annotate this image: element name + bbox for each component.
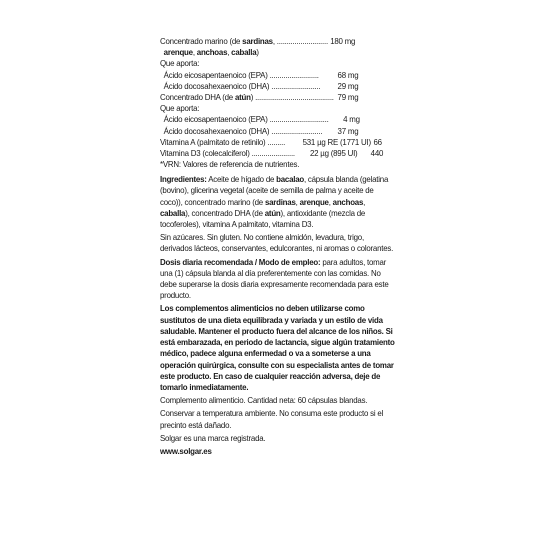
allergen-anchoas: anchoas	[332, 196, 364, 207]
nutrient-name: Concentrado DHA (de	[160, 91, 235, 102]
nutrient-value: 531 µg RE (1771 UI)	[302, 136, 371, 147]
nutrient-row-marine-sources	[160, 47, 381, 58]
allergen-sardinas: sardinas	[264, 196, 296, 207]
net-content-text: Complemento alimenticio. Cantidad neta: 60 cápsulas blandas.	[160, 395, 368, 406]
dosage-paragraph	[160, 257, 396, 302]
ingredients-text: ), concentrado DHA (de	[185, 207, 265, 218]
nutrient-row-vitamin-d3	[160, 147, 384, 159]
allergen-arenque: arenque	[163, 47, 193, 58]
allergen-sardinas: sardinas	[242, 36, 273, 46]
free-from-paragraph	[160, 232, 396, 254]
dosage-heading: Dosis diaria recomendada / Modo de empleo:	[160, 256, 321, 267]
warning-paragraph	[160, 303, 396, 393]
nutrient-value: 22 µg (895 UI)	[309, 147, 358, 158]
nutrient-name: Concentrado marino (de	[160, 36, 243, 46]
nutrient-row-dha	[160, 81, 381, 92]
allergen-bacalao: bacalao	[276, 174, 304, 185]
url-text: www.solgar.es	[160, 445, 212, 456]
separator: )	[256, 47, 259, 58]
ingredients-text: ,	[295, 196, 300, 207]
nutrient-name: Ácido eicosapentaenoico (EPA) ..............................	[163, 114, 329, 125]
allergen-anchoas: anchoas	[196, 47, 228, 58]
ingredients-paragraph	[160, 174, 396, 230]
nutrient-vrn: 66	[373, 136, 382, 147]
warning-text: Los complementos alimenticios no deben utilizarse como sustitutos de una dieta equilibrada y variada y un estilo de vida saludable. Mantener el producto fuera del alcance de los niños. Si está embarazada, en periodo de lactancia, sigue algún tratamiento médico, padece alguna enfermedad o va a someterse a una operación quirúrgica, consulte con su especialista antes de tomar este producto. En caso de cualquier reacción adversa, deje de tomarlo inmediatamente.	[160, 303, 395, 392]
nutrient-row-dha-2	[160, 126, 381, 137]
allergen-caballa: caballa	[231, 47, 257, 58]
nutrient-row-epa-2	[160, 114, 381, 125]
nutrient-name: Vitamina A (palmitato de retinilo) .........	[160, 136, 286, 147]
storage-text: Conservar a temperatura ambiente. No consuma este producto si el precinto está dañado.	[160, 408, 384, 430]
ingredients-text: ,	[363, 196, 366, 207]
nutrient-value: 79 mg	[337, 91, 359, 102]
nutrient-value: 180 mg	[330, 36, 356, 46]
footnote-text: *VRN: Valores de referencia de nutrientes.	[160, 159, 300, 170]
allergen-atun: atún	[264, 207, 281, 218]
storage-instructions	[160, 408, 396, 430]
ingredients-text: ,	[328, 196, 333, 207]
subheading-text: Que aporta:	[160, 58, 200, 69]
nutrient-value: 68 mg	[337, 69, 359, 80]
nutrient-row-epa	[160, 70, 381, 81]
nutrient-row-vitamin-a	[160, 137, 381, 148]
ingredients-text: ), antioxidante (mezcla de tocoferoles), vitamina A palmitato, vitamina D3.	[160, 207, 366, 230]
nutrient-value: 37 mg	[337, 125, 359, 136]
nutrient-value: 29 mg	[337, 80, 359, 91]
subheading-text: Que aporta:	[160, 103, 200, 114]
free-from-text: Sin azúcares. Sin gluten. No contiene almidón, levadura, trigo, derivados lácteos, conservantes, edulcorantes, ni aromas o colorantes.	[160, 232, 394, 254]
separator: ,	[192, 47, 197, 58]
nutrient-vrn: 440	[370, 147, 384, 158]
nutrient-subheading	[160, 58, 381, 69]
allergen-arenque: arenque	[299, 196, 329, 207]
ingredients-text: Aceite de hígado de	[206, 174, 277, 185]
product-label-text	[160, 36, 395, 457]
vrn-footnote	[160, 159, 381, 170]
website-url	[160, 446, 381, 457]
allergen-atun: atún	[234, 91, 251, 102]
nutrient-value: 4 mg	[343, 114, 360, 125]
dosage-text: para adultos, tomar una (1) cápsula blanda al día preferentemente con las comidas. No debe superarse la dosis diaria expresamente recomendada para este producto.	[160, 256, 389, 301]
nutrient-subheading	[160, 103, 381, 114]
ingredients-text: , cápsula blanda (gelatina (bovino), glicerina vegetal (aceite de semilla de palma y aceite de coco)), concentrado marino (de	[160, 174, 389, 207]
net-content	[160, 395, 396, 406]
allergen-caballa: caballa	[160, 207, 186, 218]
nutrient-row-dha-concentrate	[160, 92, 381, 103]
nutrient-name: Ácido eicosapentaenoico (EPA) .........................	[163, 69, 319, 80]
ingredients-heading: Ingredientes:	[160, 174, 207, 185]
leader-dots: ) ........................................	[250, 91, 334, 102]
nutrient-name: Ácido docosahexaenoico (DHA) ..........................	[163, 125, 323, 136]
trademark-notice	[160, 433, 396, 444]
nutrient-row-marine-concentrate	[160, 36, 381, 47]
nutrient-name: Ácido docosahexaenoico (DHA) .........................	[163, 80, 321, 91]
nutrient-name: Vitamina D3 (colecalciferol) ......................	[160, 147, 295, 158]
separator: ,	[227, 47, 232, 58]
trademark-text: Solgar es una marca registrada.	[160, 432, 266, 443]
leader-dots: , ..........................	[272, 36, 328, 46]
